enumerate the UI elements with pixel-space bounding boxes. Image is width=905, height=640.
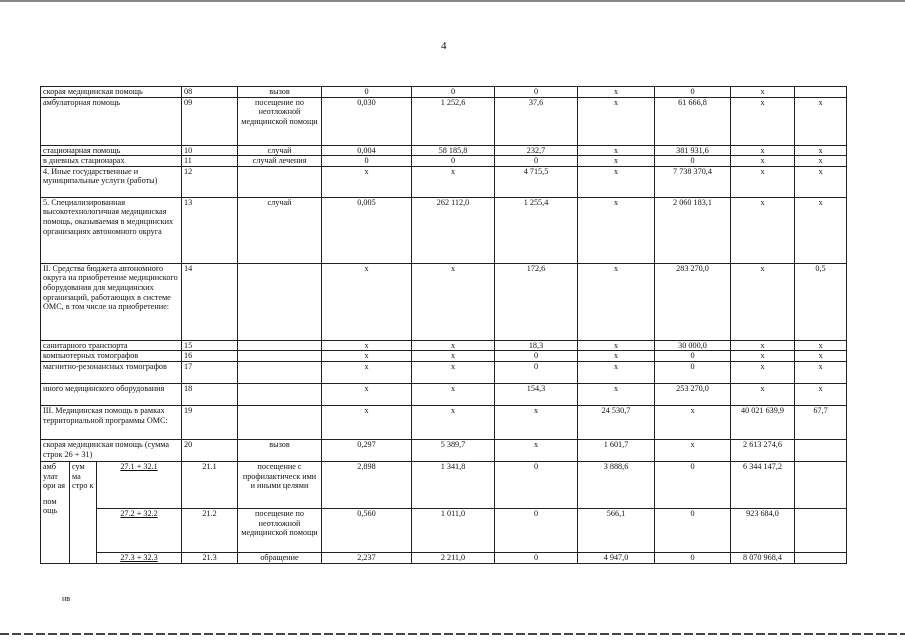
row-v5: 2 060 183,1: [655, 197, 731, 263]
row-v1: 2,898: [322, 461, 412, 508]
row-v2: 58 185,8: [412, 145, 495, 156]
table-row: [41, 405, 847, 439]
row-v7: x: [795, 351, 847, 362]
row-v4: 4 947,0: [578, 552, 655, 563]
row-name: амбулаторная помощь: [41, 97, 182, 145]
row-v2: x: [412, 383, 495, 405]
row-v3: 0: [495, 552, 578, 563]
table-row: [41, 145, 847, 156]
row-v4: 3 888,6: [578, 461, 655, 508]
table-body: [41, 87, 847, 564]
row-v3: 0: [495, 156, 578, 167]
row-code: 21.1: [182, 461, 238, 508]
row-v7: [795, 552, 847, 563]
footer-mark: нв: [62, 594, 71, 603]
row-name: II. Средства бюджета автономного округа на приобретение медицинского оборудования для медицинских организаций, работающих в системе ОМС, в том числе на приобретение:: [41, 263, 182, 340]
row-code: 21.2: [182, 508, 238, 552]
ambulatory-label-cell: [41, 461, 70, 563]
row-v7: x: [795, 166, 847, 197]
page-bottom-edge: [0, 633, 905, 635]
row-name: компьютерных томографов: [41, 351, 182, 362]
table-row: [41, 197, 847, 263]
row-v5: x: [655, 405, 731, 439]
row-v2: 2 211,0: [412, 552, 495, 563]
row-v6: x: [731, 263, 795, 340]
row-v4: x: [578, 263, 655, 340]
row-v7: x: [795, 383, 847, 405]
row-code: 21.3: [182, 552, 238, 563]
row-name: стационарная помощь: [41, 145, 182, 156]
page-top-edge: [0, 0, 905, 2]
row-v7: x: [795, 361, 847, 383]
row-v5: 0: [655, 361, 731, 383]
row-formula: 27.3 + 32.3: [97, 552, 182, 563]
table-row: [41, 263, 847, 340]
row-v4: 566,1: [578, 508, 655, 552]
row-v2: x: [412, 405, 495, 439]
row-unit: [238, 166, 322, 197]
row-v4: 24 530,7: [578, 405, 655, 439]
row-v4: x: [578, 383, 655, 405]
row-v7: x: [795, 156, 847, 167]
row-v6: x: [731, 166, 795, 197]
row-code: 15: [182, 340, 238, 351]
row-v1: 0,030: [322, 97, 412, 145]
row-v2: x: [412, 351, 495, 362]
row-code: 19: [182, 405, 238, 439]
row-v6: 923 684,0: [731, 508, 795, 552]
row-v5: 7 738 370,4: [655, 166, 731, 197]
sum-label-spacer: [70, 508, 97, 552]
row-v5: 0: [655, 87, 731, 98]
row-unit: обращение: [238, 552, 322, 563]
row-code: 09: [182, 97, 238, 145]
row-v4: x: [578, 351, 655, 362]
row-v7: [795, 439, 847, 461]
row-v6: 6 344 147,2: [731, 461, 795, 508]
row-v4: x: [578, 87, 655, 98]
table-row: [41, 351, 847, 362]
row-v1: 0: [322, 87, 412, 98]
row-code: 13: [182, 197, 238, 263]
row-unit: [238, 361, 322, 383]
row-v4: x: [578, 166, 655, 197]
row-v2: x: [412, 263, 495, 340]
row-v5: 0: [655, 461, 731, 508]
row-v1: x: [322, 405, 412, 439]
row-v7: x: [795, 340, 847, 351]
row-unit: случай: [238, 197, 322, 263]
table-row: [41, 439, 847, 461]
row-v7: 67,7: [795, 405, 847, 439]
row-v6: x: [731, 87, 795, 98]
row-v3: 0: [495, 361, 578, 383]
row-unit: случай: [238, 145, 322, 156]
row-v6: 40 021 639,9: [731, 405, 795, 439]
row-v3: 172,6: [495, 263, 578, 340]
table-row: [41, 166, 847, 197]
row-code: 11: [182, 156, 238, 167]
row-unit: [238, 340, 322, 351]
row-unit: посещение с профилактическ ими и иными целями: [238, 461, 322, 508]
row-name: 4. Иные государственные и муниципальные услуги (работы): [41, 166, 182, 197]
row-v6: 2 613 274,6: [731, 439, 795, 461]
table-row: [41, 340, 847, 351]
row-v7: [795, 461, 847, 508]
row-unit: вызов: [238, 87, 322, 98]
sum-label-spacer: [70, 552, 97, 563]
row-v1: x: [322, 263, 412, 340]
tariff-table: [40, 86, 847, 564]
row-code: 16: [182, 351, 238, 362]
row-v4: x: [578, 197, 655, 263]
row-v1: 0,005: [322, 197, 412, 263]
row-code: 14: [182, 263, 238, 340]
row-v7: x: [795, 197, 847, 263]
row-v2: 1 341,8: [412, 461, 495, 508]
row-v3: 4 715,5: [495, 166, 578, 197]
row-v6: x: [731, 351, 795, 362]
row-unit: [238, 263, 322, 340]
row-v3: 232,7: [495, 145, 578, 156]
row-name: в дневных стационарах: [41, 156, 182, 167]
row-v1: 0,297: [322, 439, 412, 461]
row-v1: 0,004: [322, 145, 412, 156]
row-v2: 0: [412, 87, 495, 98]
row-code: 17: [182, 361, 238, 383]
ambulatory-label-bottom: пом ощь: [43, 496, 58, 516]
row-v3: 0: [495, 87, 578, 98]
row-v1: x: [322, 166, 412, 197]
row-v3: x: [495, 439, 578, 461]
table-row: [41, 87, 847, 98]
table-row: [41, 552, 847, 563]
row-v1: x: [322, 340, 412, 351]
row-v5: 0: [655, 552, 731, 563]
row-v6: x: [731, 383, 795, 405]
row-v6: 8 070 968,4: [731, 552, 795, 563]
row-name: санитарного транспорта: [41, 340, 182, 351]
row-v4: x: [578, 97, 655, 145]
row-v7: [795, 87, 847, 98]
row-v6: x: [731, 361, 795, 383]
row-v3: 0: [495, 461, 578, 508]
table-row: [41, 383, 847, 405]
row-unit: вызов: [238, 439, 322, 461]
row-v1: 0,560: [322, 508, 412, 552]
row-v2: 1 252,6: [412, 97, 495, 145]
row-v3: 0: [495, 508, 578, 552]
row-v5: 253 270,0: [655, 383, 731, 405]
row-v7: x: [795, 145, 847, 156]
table-row: [41, 361, 847, 383]
row-formula: 27.2 + 32.2: [97, 508, 182, 552]
row-v5: 0: [655, 156, 731, 167]
row-v4: x: [578, 156, 655, 167]
row-code: 18: [182, 383, 238, 405]
row-v4: 1 601,7: [578, 439, 655, 461]
row-unit: [238, 383, 322, 405]
row-unit: посещение по неотложной медицинской помощи: [238, 508, 322, 552]
row-v2: 0: [412, 156, 495, 167]
row-v2: x: [412, 166, 495, 197]
row-name: скорая медицинская помощь (сумма строк 26 + 31): [41, 439, 182, 461]
row-unit: [238, 351, 322, 362]
row-code: 08: [182, 87, 238, 98]
row-v3: 1 255,4: [495, 197, 578, 263]
row-v6: x: [731, 145, 795, 156]
row-v6: x: [731, 340, 795, 351]
row-name: скорая медицинская помощь: [41, 87, 182, 98]
row-v6: x: [731, 197, 795, 263]
row-v1: x: [322, 361, 412, 383]
table-row: [41, 508, 847, 552]
row-v2: 1 011,0: [412, 508, 495, 552]
row-v5: 0: [655, 508, 731, 552]
row-unit: случай лечения: [238, 156, 322, 167]
row-v1: x: [322, 383, 412, 405]
row-v5: 61 666,8: [655, 97, 731, 145]
ambulatory-label-top: амб улат ори ая: [43, 461, 66, 491]
row-name: 5. Специализированная высокотехнологичная медицинская помощь, оказываемая в медицинских организациях автономного округа: [41, 197, 182, 263]
row-code: 10: [182, 145, 238, 156]
row-v7: x: [795, 97, 847, 145]
row-v4: x: [578, 340, 655, 351]
row-v5: 283 270,0: [655, 263, 731, 340]
table-row: [41, 97, 847, 145]
row-formula: 27.1 + 32.1: [97, 461, 182, 508]
row-v2: 5 389,7: [412, 439, 495, 461]
row-v3: x: [495, 405, 578, 439]
row-v1: x: [322, 351, 412, 362]
row-v2: x: [412, 340, 495, 351]
row-v5: 0: [655, 351, 731, 362]
row-unit: посещение по неотложной медицинской помощи: [238, 97, 322, 145]
row-v3: 154,3: [495, 383, 578, 405]
row-v3: 37,6: [495, 97, 578, 145]
row-name: магнитно-резонансных томографов: [41, 361, 182, 383]
row-v2: x: [412, 361, 495, 383]
row-v7: [795, 508, 847, 552]
row-v6: x: [731, 156, 795, 167]
row-v1: 2,237: [322, 552, 412, 563]
row-v6: x: [731, 97, 795, 145]
row-name: иного медицинского оборудования: [41, 383, 182, 405]
row-v7: 0,5: [795, 263, 847, 340]
row-v3: 0: [495, 351, 578, 362]
table-row: [41, 156, 847, 167]
row-v1: 0: [322, 156, 412, 167]
row-v2: 262 112,0: [412, 197, 495, 263]
row-v3: 18,3: [495, 340, 578, 351]
sum-label-cell: сум ма стро к: [70, 461, 97, 508]
row-v5: x: [655, 439, 731, 461]
row-name: III. Медицинская помощь в рамках территориальной программы ОМС:: [41, 405, 182, 439]
row-v4: x: [578, 145, 655, 156]
table-row: [41, 461, 847, 508]
row-code: 20: [182, 439, 238, 461]
row-v4: x: [578, 361, 655, 383]
row-v5: 381 931,6: [655, 145, 731, 156]
row-v5: 30 000,0: [655, 340, 731, 351]
row-unit: [238, 405, 322, 439]
page-number: 4: [441, 40, 447, 52]
row-code: 12: [182, 166, 238, 197]
